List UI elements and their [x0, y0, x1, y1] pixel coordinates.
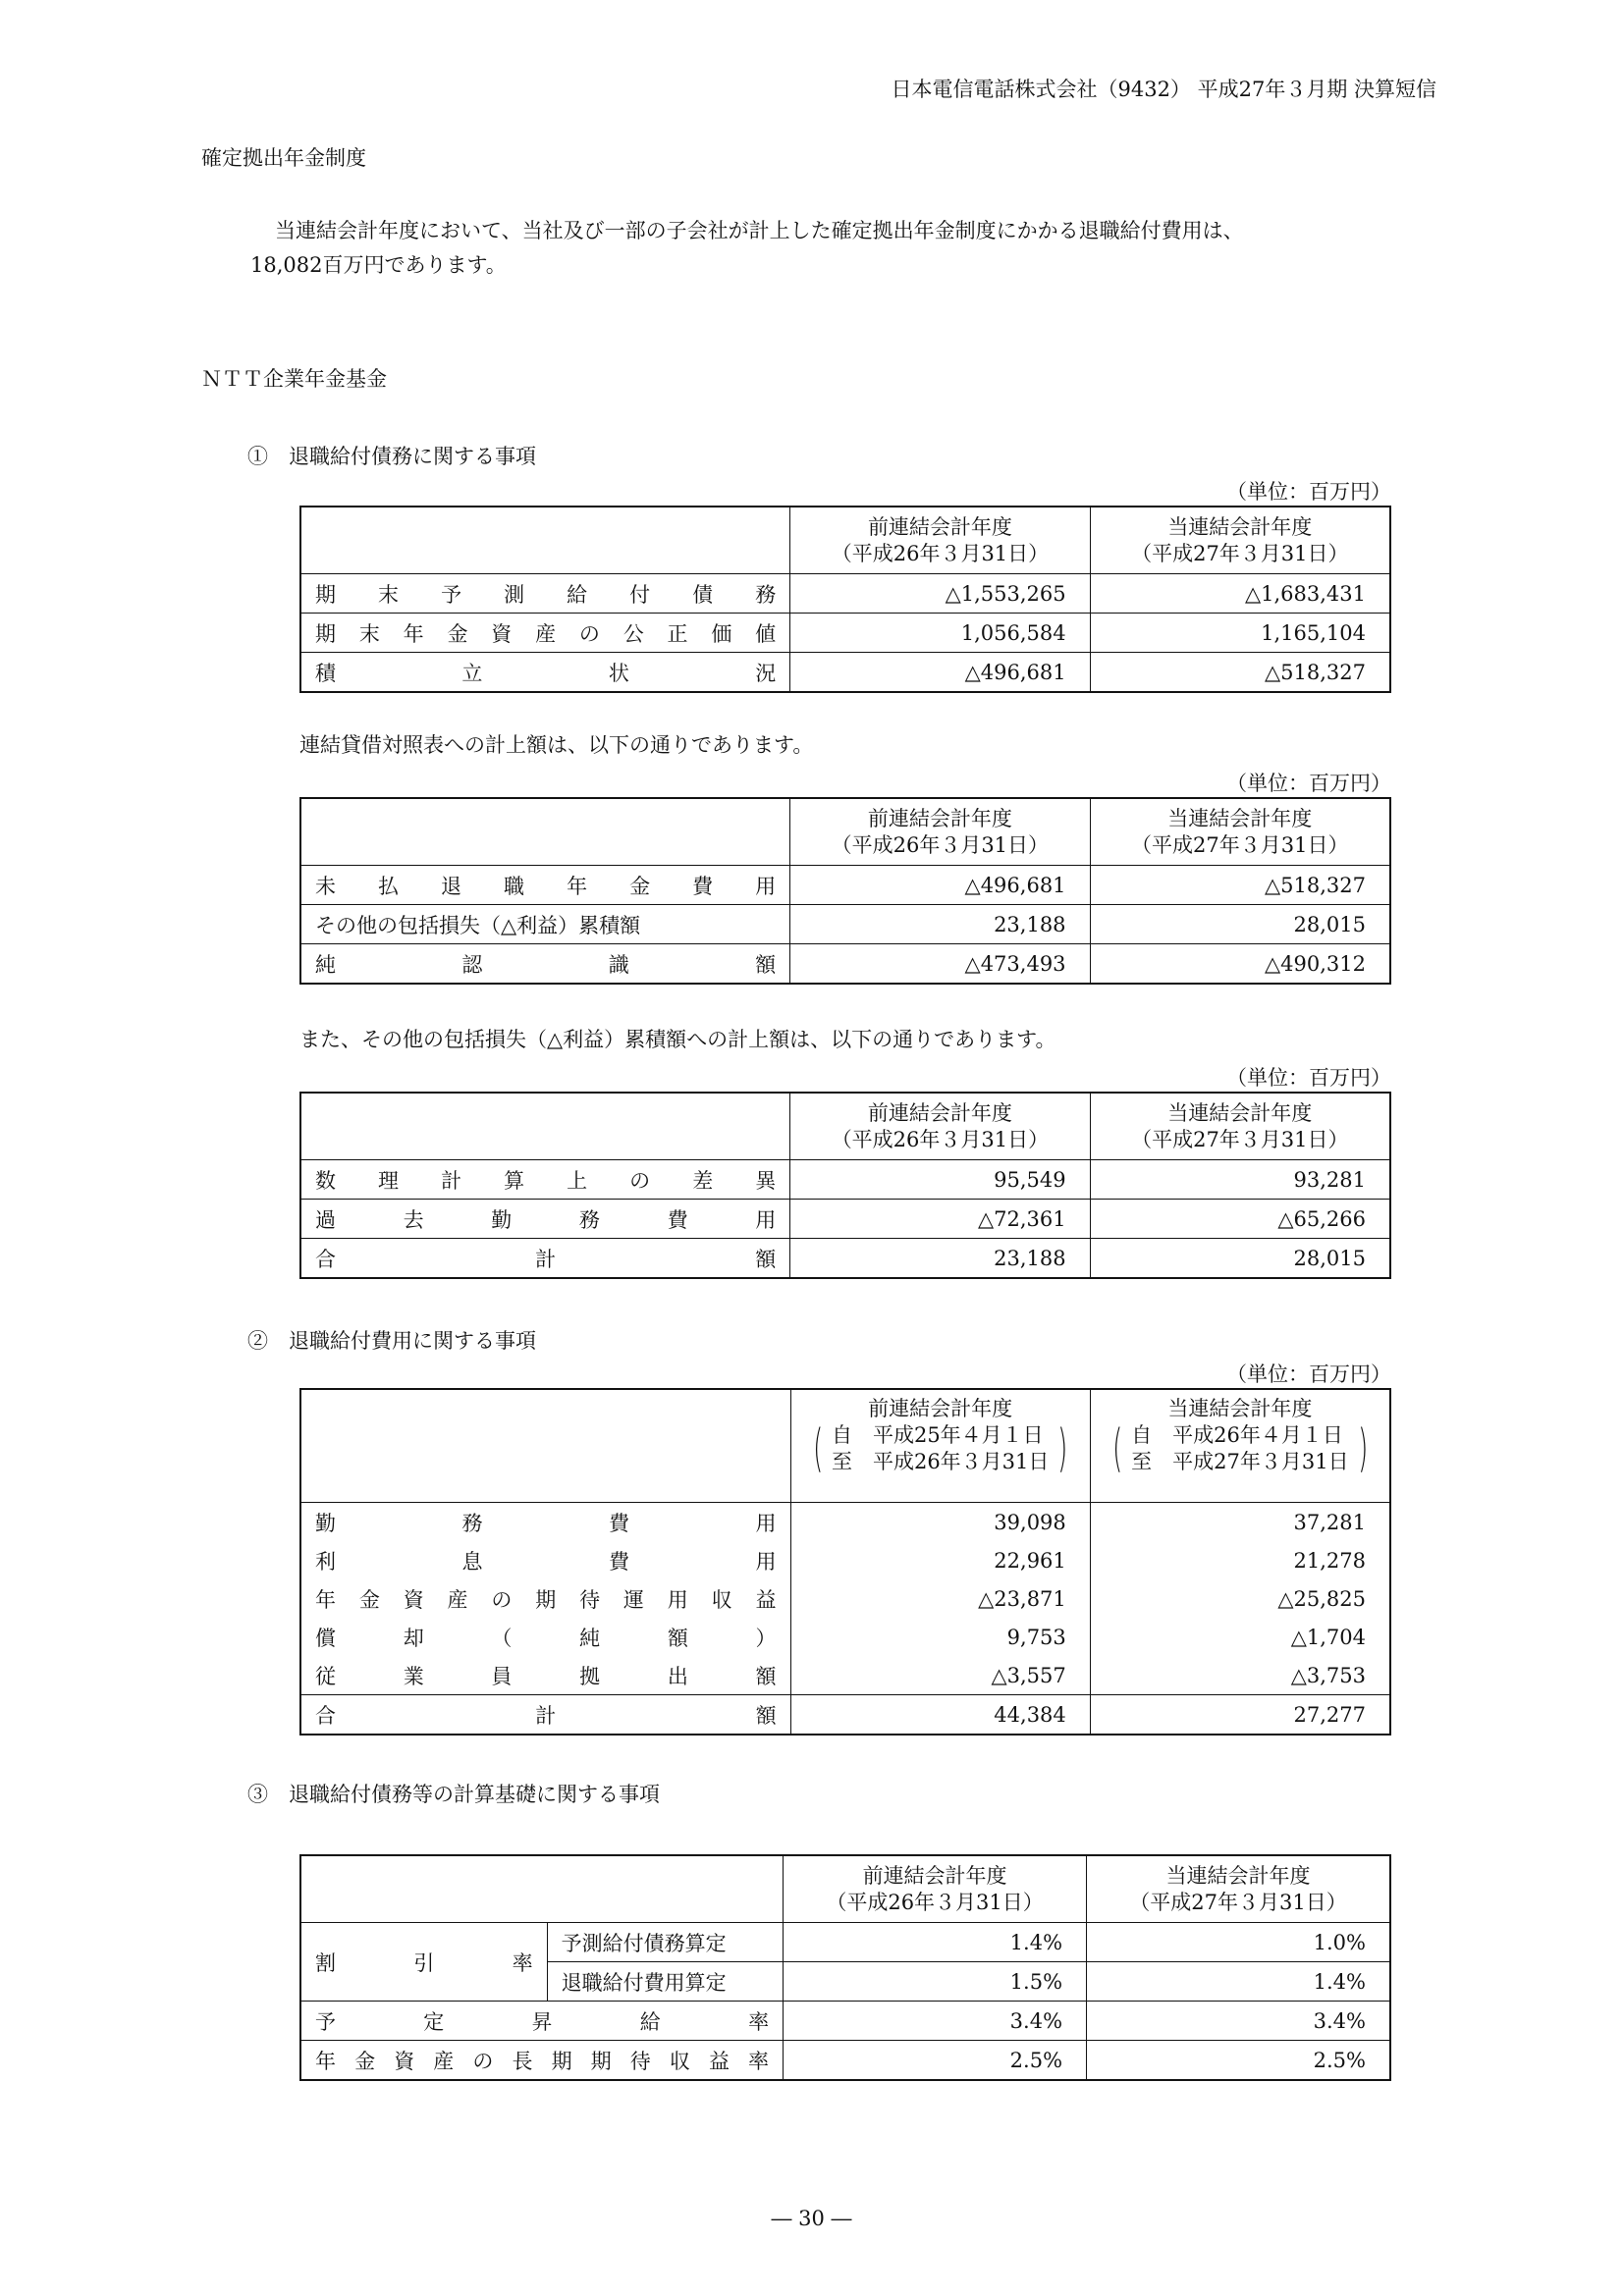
t4-prev-to: 至 平成26年３月31日 — [831, 1450, 1050, 1473]
label-char: 債 — [692, 582, 714, 607]
right-bracket-icon: ) — [1057, 1419, 1068, 1478]
label-char: 産 — [447, 1587, 468, 1612]
t2-header-curr — [1090, 798, 1390, 866]
t1-header-prev — [790, 507, 1090, 574]
label-char: 業 — [403, 1664, 424, 1688]
label-char: 収 — [669, 2049, 690, 2073]
t1-header-blank — [300, 507, 790, 574]
label-char: その他の包括損失（△利益）累積額 — [315, 913, 641, 937]
t5-return-prev: 2.5% — [784, 2041, 1087, 2081]
label-char: 産 — [433, 2049, 455, 2073]
table-row — [300, 1656, 1390, 1695]
row-label — [300, 944, 790, 985]
t4-header-blank — [300, 1389, 790, 1503]
dc-paragraph — [250, 214, 1429, 283]
label-char: 給 — [639, 2009, 661, 2034]
label-char: 資 — [403, 1587, 424, 1612]
label-char: 合 — [315, 1703, 336, 1728]
row-prev-value: △1,553,265 — [790, 574, 1090, 614]
label-char: 金 — [358, 1587, 380, 1612]
label-char: 積 — [315, 661, 336, 685]
label-char: 純 — [315, 952, 336, 977]
left-bracket-icon: ( — [812, 1419, 823, 1478]
t3-header-row — [300, 1093, 1390, 1160]
label-char: 払 — [378, 874, 400, 898]
label-char: 予 — [441, 582, 462, 607]
t3-intro: また、その他の包括損失（△利益）累積額への計上額は、以下の通りであります。 — [299, 1028, 1056, 1051]
label-char: 純 — [579, 1626, 601, 1650]
row-label — [300, 1541, 790, 1579]
label-char: 長 — [512, 2049, 533, 2073]
col-curr: 当連結会計年度 — [1167, 1397, 1313, 1420]
row-prev-value: 23,188 — [790, 905, 1090, 944]
label-char: 用 — [755, 874, 777, 898]
dc-text-line1: 当連結会計年度において、当社及び一部の子会社が計上した確定拠出年金制度にかかる退職給付費用は、 — [275, 219, 1244, 242]
t3-header-prev — [790, 1093, 1090, 1160]
row-label — [300, 1656, 790, 1695]
label-char: 年 — [567, 874, 588, 898]
table-row — [300, 614, 1390, 653]
row-label — [300, 905, 790, 944]
label-char: 収 — [711, 1587, 732, 1612]
label-char: 勤 — [315, 1511, 336, 1535]
t4-prev-period — [797, 1419, 1084, 1478]
col-curr-date: （平成27年３月31日） — [1129, 1890, 1347, 1914]
row-curr-value: 1,165,104 — [1090, 614, 1390, 653]
t5-row-discount-1 — [300, 1923, 1390, 1962]
t4-table — [299, 1388, 1391, 1735]
label-char: 未 — [315, 874, 336, 898]
dc-title: 確定拠出年金制度 — [201, 146, 366, 170]
page-number: ― 30 ― — [771, 2207, 852, 2230]
t5-header-prev — [784, 1855, 1087, 1923]
label-char: 年 — [315, 1587, 336, 1612]
t4-header-prev — [790, 1389, 1090, 1503]
col-curr: 当連結会計年度 — [1167, 806, 1313, 830]
col-prev: 前連結会計年度 — [868, 1397, 1013, 1420]
label-char: 率 — [748, 2049, 770, 2073]
label-char: 期 — [315, 582, 336, 607]
label-char: 産 — [535, 621, 557, 646]
table-row — [300, 574, 1390, 614]
label-char: 計 — [535, 1247, 557, 1271]
label-char: 期 — [590, 2049, 612, 2073]
row-curr-value: 28,015 — [1090, 905, 1390, 944]
label-char: 務 — [461, 1511, 483, 1535]
label-char: 率 — [512, 1950, 533, 1975]
label-char: 資 — [491, 621, 513, 646]
label-char: 差 — [692, 1168, 714, 1193]
label-char: 上 — [567, 1168, 588, 1193]
label-char: 資 — [394, 2049, 415, 2073]
label-char: （ — [491, 1626, 513, 1650]
row-prev-value: △72,361 — [790, 1200, 1090, 1239]
table-row — [300, 1200, 1390, 1239]
label-char: 昇 — [531, 2009, 553, 2034]
label-char: 拠 — [579, 1664, 601, 1688]
t4-curr-to: 至 平成27年３月31日 — [1131, 1450, 1349, 1473]
row-prev-value: △496,681 — [790, 653, 1090, 693]
col-prev: 前連結会計年度 — [867, 806, 1012, 830]
t5-sub1-prev: 1.4% — [784, 1923, 1087, 1962]
t5-raise-prev: 3.4% — [784, 2002, 1087, 2041]
row-prev-value: 22,961 — [790, 1541, 1090, 1579]
label-char: 額 — [755, 952, 777, 977]
label-char: 利 — [315, 1549, 336, 1574]
col-curr: 当連結会計年度 — [1165, 1863, 1311, 1888]
row-prev-value: △473,493 — [790, 944, 1090, 985]
left-bracket-icon: ( — [1111, 1419, 1123, 1478]
label-char: の — [629, 1168, 651, 1193]
label-char: 率 — [748, 2009, 770, 2034]
row-curr-value: △1,683,431 — [1090, 574, 1390, 614]
label-char: 値 — [755, 621, 777, 646]
label-char: 待 — [629, 2049, 651, 2073]
row-prev-value: 9,753 — [790, 1618, 1090, 1656]
s2-title: ② 退職給付費用に関する事項 — [247, 1329, 536, 1353]
label-char: 出 — [667, 1664, 688, 1688]
label-char: 益 — [755, 1587, 777, 1612]
label-char: 計 — [535, 1703, 557, 1728]
label-char: 費 — [609, 1511, 630, 1535]
t1-table — [299, 506, 1391, 693]
label-char: 額 — [667, 1626, 688, 1650]
label-char: 用 — [667, 1587, 688, 1612]
label-char: 員 — [491, 1664, 513, 1688]
label-char: 息 — [461, 1549, 483, 1574]
col-prev: 前連結会計年度 — [867, 514, 1012, 539]
label-char: 過 — [315, 1207, 336, 1232]
row-curr-value: △3,753 — [1090, 1656, 1390, 1695]
label-char: 益 — [708, 2049, 730, 2073]
label-char: 期 — [535, 1587, 557, 1612]
label-char: 給 — [567, 582, 588, 607]
col-curr-date: （平成27年３月31日） — [1131, 832, 1349, 857]
col-curr: 当連結会計年度 — [1167, 514, 1313, 539]
row-label — [300, 866, 790, 905]
table-row — [300, 1160, 1390, 1200]
label-char: 異 — [755, 1168, 777, 1193]
t3-unit: （単位：百万円） — [1226, 1066, 1391, 1090]
row-label — [300, 1160, 790, 1200]
t5-sub2-curr: 1.4% — [1087, 1962, 1390, 2002]
t4-header-row — [300, 1389, 1390, 1503]
label-char: 額 — [755, 1247, 777, 1271]
table-row — [300, 1503, 1390, 1542]
label-char: 退 — [441, 874, 462, 898]
label-char: 費 — [667, 1207, 688, 1232]
label-char: 合 — [315, 1247, 336, 1271]
label-char: 用 — [755, 1207, 777, 1232]
row-curr-value: △490,312 — [1090, 944, 1390, 985]
row-label — [300, 1579, 790, 1618]
label-char: 年 — [315, 2049, 336, 2073]
col-prev-date: （平成26年３月31日） — [831, 1127, 1050, 1151]
page-header: 日本電信電話株式会社（9432） 平成27年３月期 決算短信 — [891, 78, 1436, 101]
t4-curr-period — [1097, 1419, 1383, 1478]
t5-header-blank — [300, 1855, 784, 1923]
row-prev-value: △23,871 — [790, 1579, 1090, 1618]
label-char: 期 — [551, 2049, 572, 2073]
table-row — [300, 944, 1390, 985]
label-char: 立 — [461, 661, 483, 685]
t3-header-blank — [300, 1093, 790, 1160]
row-label — [300, 1239, 790, 1279]
t2-header-blank — [300, 798, 790, 866]
label-char: 状 — [608, 661, 629, 685]
t2-unit: （単位：百万円） — [1226, 772, 1391, 795]
table-row — [300, 866, 1390, 905]
label-char: 待 — [579, 1587, 601, 1612]
label-char: 務 — [755, 582, 777, 607]
label-char: 末 — [378, 582, 400, 607]
row-prev-value: △496,681 — [790, 866, 1090, 905]
row-label — [300, 1503, 790, 1542]
table-row — [300, 1541, 1390, 1579]
label-char: 額 — [755, 1664, 777, 1688]
label-char: 理 — [378, 1168, 400, 1193]
col-prev-date: （平成26年３月31日） — [831, 832, 1050, 857]
label-char: の — [578, 621, 600, 646]
row-label — [300, 1200, 790, 1239]
t1-unit: （単位：百万円） — [1226, 480, 1391, 504]
label-char: ） — [755, 1626, 777, 1650]
label-char: 公 — [622, 621, 644, 646]
row-curr-value: △518,327 — [1090, 653, 1390, 693]
table-row — [300, 1239, 1390, 1279]
t2-table — [299, 797, 1391, 985]
label-char: 勤 — [491, 1207, 513, 1232]
label-char: 額 — [755, 1703, 777, 1728]
label-char: 費 — [609, 1549, 630, 1574]
label-char: 測 — [504, 582, 525, 607]
t4-header-curr — [1090, 1389, 1390, 1503]
table-row — [300, 905, 1390, 944]
label-char: 引 — [413, 1950, 435, 1975]
t3-header-curr — [1090, 1093, 1390, 1160]
table-row — [300, 653, 1390, 693]
t5-return-curr: 2.5% — [1087, 2041, 1390, 2081]
t4-curr-from: 自 平成26年４月１日 — [1131, 1423, 1343, 1447]
col-prev: 前連結会計年度 — [867, 1100, 1012, 1125]
label-char: 認 — [461, 952, 483, 977]
t1-header-row — [300, 507, 1390, 574]
row-curr-value: △25,825 — [1090, 1579, 1390, 1618]
row-label — [300, 614, 790, 653]
label-char: 償 — [315, 1626, 336, 1650]
row-prev-value: 39,098 — [790, 1503, 1090, 1542]
row-curr-value: △1,704 — [1090, 1618, 1390, 1656]
right-bracket-icon: ) — [1357, 1419, 1368, 1478]
label-char: 年 — [403, 621, 424, 646]
label-char: 却 — [403, 1626, 424, 1650]
t3-table — [299, 1092, 1391, 1279]
col-curr: 当連結会計年度 — [1167, 1100, 1313, 1125]
t2-header-row — [300, 798, 1390, 866]
label-char: 況 — [755, 661, 777, 685]
label-char: 正 — [667, 621, 688, 646]
table-row — [300, 1579, 1390, 1618]
label-char: 金 — [629, 874, 651, 898]
t5-sub2: 退職給付費用算定 — [547, 1962, 784, 2002]
row-curr-value: 21,278 — [1090, 1541, 1390, 1579]
dc-text-line2: 18,082百万円であります。 — [250, 253, 507, 277]
label-char: 職 — [504, 874, 525, 898]
t5-raise-curr: 3.4% — [1087, 2002, 1390, 2041]
label-char: 末 — [358, 621, 380, 646]
label-char: 従 — [315, 1664, 336, 1688]
row-curr-value: 27,277 — [1090, 1695, 1390, 1735]
t5-table — [299, 1854, 1391, 2081]
col-prev: 前連結会計年度 — [862, 1863, 1007, 1888]
t5-return-label — [300, 2041, 784, 2081]
row-curr-value: 28,015 — [1090, 1239, 1390, 1279]
label-char: 務 — [578, 1207, 600, 1232]
label-char: 算 — [504, 1168, 525, 1193]
t5-sub1-curr: 1.0% — [1087, 1923, 1390, 1962]
t5-header-curr — [1087, 1855, 1390, 1923]
t5-sub1: 予測給付債務算定 — [547, 1923, 784, 1962]
label-char: 識 — [608, 952, 629, 977]
label-char: の — [472, 2049, 494, 2073]
row-prev-value: △3,557 — [790, 1656, 1090, 1695]
t5-sub2-prev: 1.5% — [784, 1962, 1087, 2002]
row-prev-value: 23,188 — [790, 1239, 1090, 1279]
col-curr-date: （平成27年３月31日） — [1131, 541, 1349, 565]
t2-intro: 連結貸借対照表への計上額は、以下の通りであります。 — [299, 733, 814, 757]
label-char: 金 — [447, 621, 468, 646]
t1-header-curr — [1090, 507, 1390, 574]
col-prev-date: （平成26年３月31日） — [831, 541, 1050, 565]
table-row — [300, 1618, 1390, 1656]
label-char: 費 — [692, 874, 714, 898]
ntt-title: ＮＴＴ企業年金基金 — [201, 367, 387, 391]
t5-row-return — [300, 2041, 1390, 2081]
t5-row-raise — [300, 2002, 1390, 2041]
label-char: の — [491, 1587, 513, 1612]
label-char: 運 — [622, 1587, 644, 1612]
label-char: 期 — [315, 621, 336, 646]
row-prev-value: 44,384 — [790, 1695, 1090, 1735]
t4-prev-from: 自 平成25年４月１日 — [831, 1423, 1044, 1447]
label-char: 割 — [315, 1950, 336, 1975]
row-label — [300, 574, 790, 614]
t5-raise-label — [300, 2002, 784, 2041]
label-char: 金 — [354, 2049, 376, 2073]
row-curr-value: 37,281 — [1090, 1503, 1390, 1542]
col-prev-date: （平成26年３月31日） — [826, 1890, 1044, 1914]
row-label — [300, 1695, 790, 1735]
table-row — [300, 1695, 1390, 1735]
col-curr-date: （平成27年３月31日） — [1131, 1127, 1349, 1151]
s1-title: ① 退職給付債務に関する事項 — [247, 445, 536, 468]
row-curr-value: △518,327 — [1090, 866, 1390, 905]
label-char: 予 — [315, 2009, 336, 2034]
label-char: 価 — [711, 621, 732, 646]
row-curr-value: △65,266 — [1090, 1200, 1390, 1239]
label-char: 定 — [423, 2009, 445, 2034]
label-char: 付 — [629, 582, 651, 607]
s3-title: ③ 退職給付債務等の計算基礎に関する事項 — [247, 1783, 660, 1806]
label-char: 用 — [755, 1549, 777, 1574]
row-prev-value: 95,549 — [790, 1160, 1090, 1200]
row-prev-value: 1,056,584 — [790, 614, 1090, 653]
t5-header-row — [300, 1855, 1390, 1923]
row-label — [300, 653, 790, 693]
t4-unit: （単位：百万円） — [1226, 1362, 1391, 1386]
t2-header-prev — [790, 798, 1090, 866]
label-char: 計 — [441, 1168, 462, 1193]
label-char: 去 — [403, 1207, 424, 1232]
label-char: 数 — [315, 1168, 336, 1193]
t5-discount-label — [300, 1923, 547, 2002]
row-curr-value: 93,281 — [1090, 1160, 1390, 1200]
row-label — [300, 1618, 790, 1656]
label-char: 用 — [755, 1511, 777, 1535]
